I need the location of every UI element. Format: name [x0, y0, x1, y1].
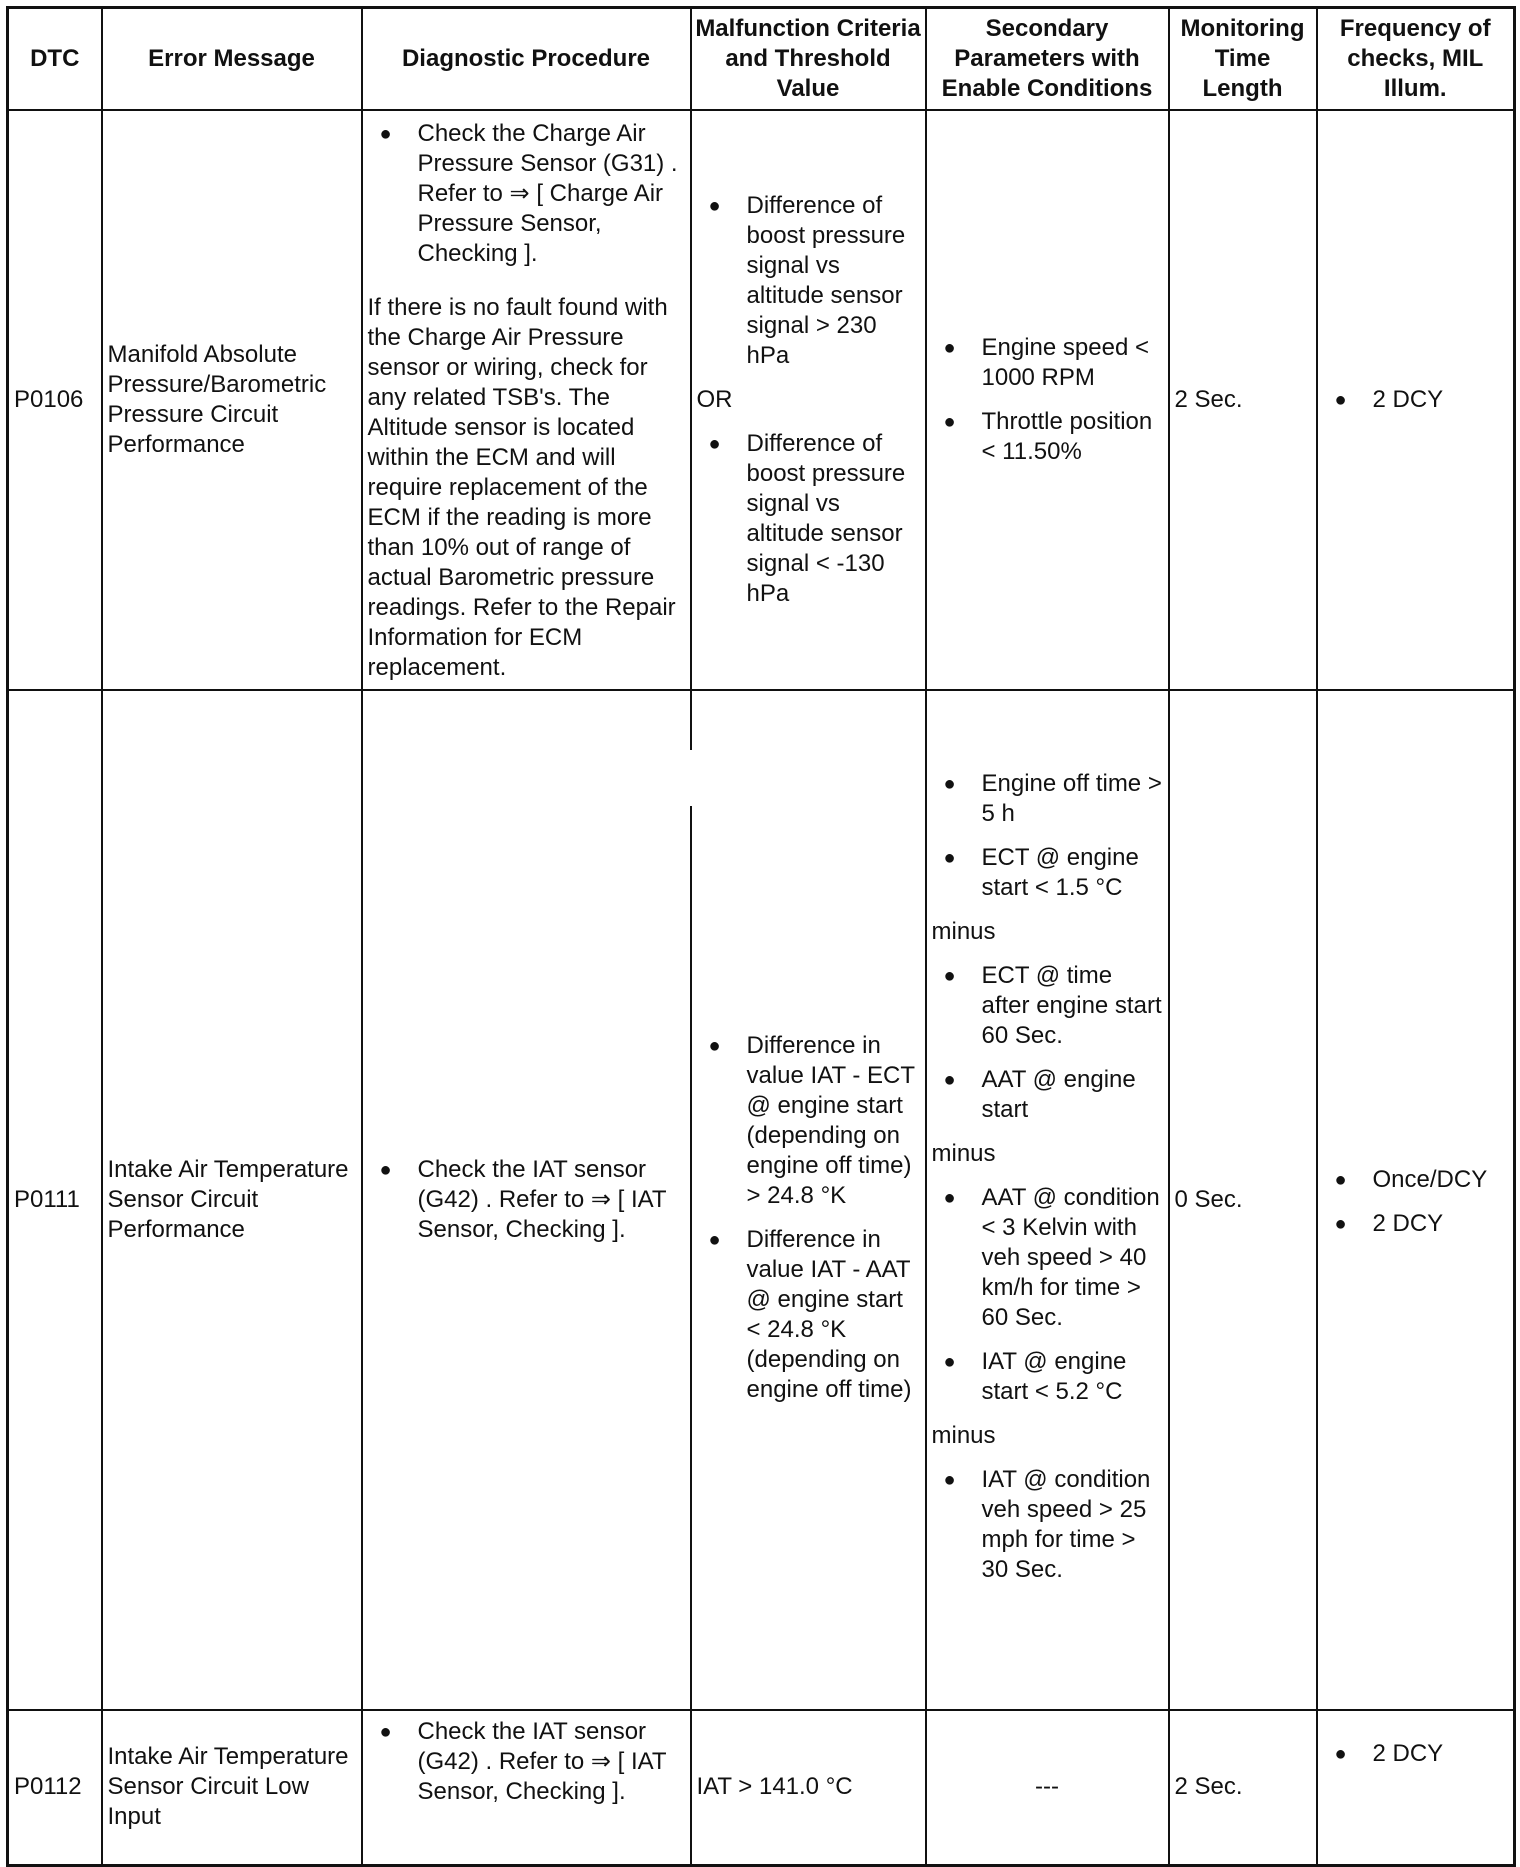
table-row-p0111 [8, 690, 1515, 1710]
secondary-item: ● IAT @ engine start < 5.2 °C [932, 1347, 1163, 1407]
secondary-list [932, 1183, 1163, 1407]
header-error-message: Error Message [102, 8, 362, 111]
procedure-item: ● Check the IAT sensor (G42) . Refer to ⇒ [ IAT Sensor, Checking ]. [368, 1717, 685, 1807]
procedure-cell [362, 1710, 691, 1865]
procedure-list [368, 1717, 685, 1807]
procedure-cell [362, 690, 691, 1710]
header-malfunction-criteria: Malfunction Criteria and Threshold Value [691, 8, 926, 111]
header-secondary-parameters: Secondary Parameters with Enable Conditions [926, 8, 1169, 111]
header-frequency: Frequency of checks, MIL Illum. [1317, 8, 1515, 111]
criteria-cell [691, 690, 926, 1710]
frequency-item: ● 2 DCY [1323, 1209, 1509, 1239]
secondary-item: ● ECT @ engine start < 1.5 °C [932, 843, 1163, 903]
secondary-item: ● AAT @ engine start [932, 1065, 1163, 1125]
criteria-list [697, 191, 920, 371]
border-gap [690, 750, 693, 806]
error-message-cell: Intake Air Temperature Sensor Circuit Low Input [102, 1710, 362, 1865]
secondary-list [932, 333, 1163, 467]
frequency-item: ● 2 DCY [1323, 385, 1509, 415]
frequency-list [1323, 1739, 1509, 1769]
table-row-p0106 [8, 110, 1515, 690]
criteria-list [697, 429, 920, 609]
dtc-cell: P0111 [8, 690, 102, 1710]
secondary-item: ● Throttle position < 11.50% [932, 407, 1163, 467]
monitoring-time-cell: 0 Sec. [1169, 690, 1317, 1710]
procedure-note: If there is no fault found with the Charge Air Pressure sensor or wiring, check for any related TSB's. The Altitude sensor is located within the ECM and will require replacement of the ECM if the reading is more than 10% out of range of actual Barometric pressure readings. Refer to the Repair Information for ECM replacement. [367, 294, 676, 681]
criteria-item: ● Difference in value IAT - AAT @ engine start < 24.8 °K (depending on engine off time) [697, 1225, 920, 1405]
frequency-list [1323, 385, 1509, 415]
header-row [8, 8, 1515, 111]
dtc-cell: P0112 [8, 1710, 102, 1865]
procedure-cell [362, 110, 691, 690]
secondary-cell [926, 690, 1169, 1710]
secondary-item: ● IAT @ condition veh speed > 25 mph for time > 30 Sec. [932, 1465, 1163, 1585]
secondary-item: ● Engine speed < 1000 RPM [932, 333, 1163, 393]
error-message-cell: Manifold Absolute Pressure/Barometric Pressure Circuit Performance [102, 110, 362, 690]
criteria-item: ● Difference in value IAT - ECT @ engine start (depending on engine off time) > 24.8 °K [697, 1031, 920, 1211]
frequency-item: ● 2 DCY [1323, 1739, 1509, 1769]
criteria-cell: IAT > 141.0 °C [691, 1710, 926, 1865]
procedure-item: ● Check the IAT sensor (G42) . Refer to ⇒ [ IAT Sensor, Checking ]. [368, 1155, 685, 1245]
criteria-cell [691, 110, 926, 690]
monitoring-time-cell: 2 Sec. [1169, 1710, 1317, 1865]
frequency-list [1323, 1165, 1509, 1239]
secondary-item: ● ECT @ time after engine start 60 Sec. [932, 961, 1163, 1051]
secondary-minus-label: minus [931, 1140, 996, 1167]
frequency-cell [1317, 690, 1515, 1710]
header-monitoring-time: Monitoring Time Length [1169, 8, 1317, 111]
secondary-list [932, 961, 1163, 1125]
table-row-p0112 [8, 1710, 1515, 1865]
secondary-list [932, 1465, 1163, 1585]
criteria-item: ● Difference of boost pressure signal vs altitude sensor signal > 230 hPa [697, 191, 920, 371]
dtc-table [6, 6, 1516, 1867]
monitoring-time-cell: 2 Sec. [1169, 110, 1317, 690]
procedure-item: ● Check the Charge Air Pressure Sensor (G31) . Refer to ⇒ [ Charge Air Pressure Sensor, Checking ]. [368, 119, 685, 269]
procedure-list [368, 119, 685, 269]
criteria-list [697, 1031, 920, 1405]
header-dtc: DTC [8, 8, 102, 111]
secondary-cell: --- [926, 1710, 1169, 1865]
secondary-list [932, 769, 1163, 903]
frequency-item: ● Once/DCY [1323, 1165, 1509, 1195]
secondary-item: ● AAT @ condition < 3 Kelvin with veh speed > 40 km/h for time > 60 Sec. [932, 1183, 1163, 1333]
secondary-item: ● Engine off time > 5 h [932, 769, 1163, 829]
dtc-cell: P0106 [8, 110, 102, 690]
frequency-cell [1317, 1710, 1515, 1865]
secondary-minus-label: minus [931, 918, 996, 945]
secondary-minus-label: minus [931, 1422, 996, 1449]
criteria-or-label: OR [696, 386, 733, 413]
frequency-cell [1317, 110, 1515, 690]
secondary-cell [926, 110, 1169, 690]
criteria-item: ● Difference of boost pressure signal vs altitude sensor signal < -130 hPa [697, 429, 920, 609]
procedure-list [368, 1155, 685, 1245]
error-message-cell: Intake Air Temperature Sensor Circuit Performance [102, 690, 362, 1710]
header-diagnostic-procedure: Diagnostic Procedure [362, 8, 691, 111]
